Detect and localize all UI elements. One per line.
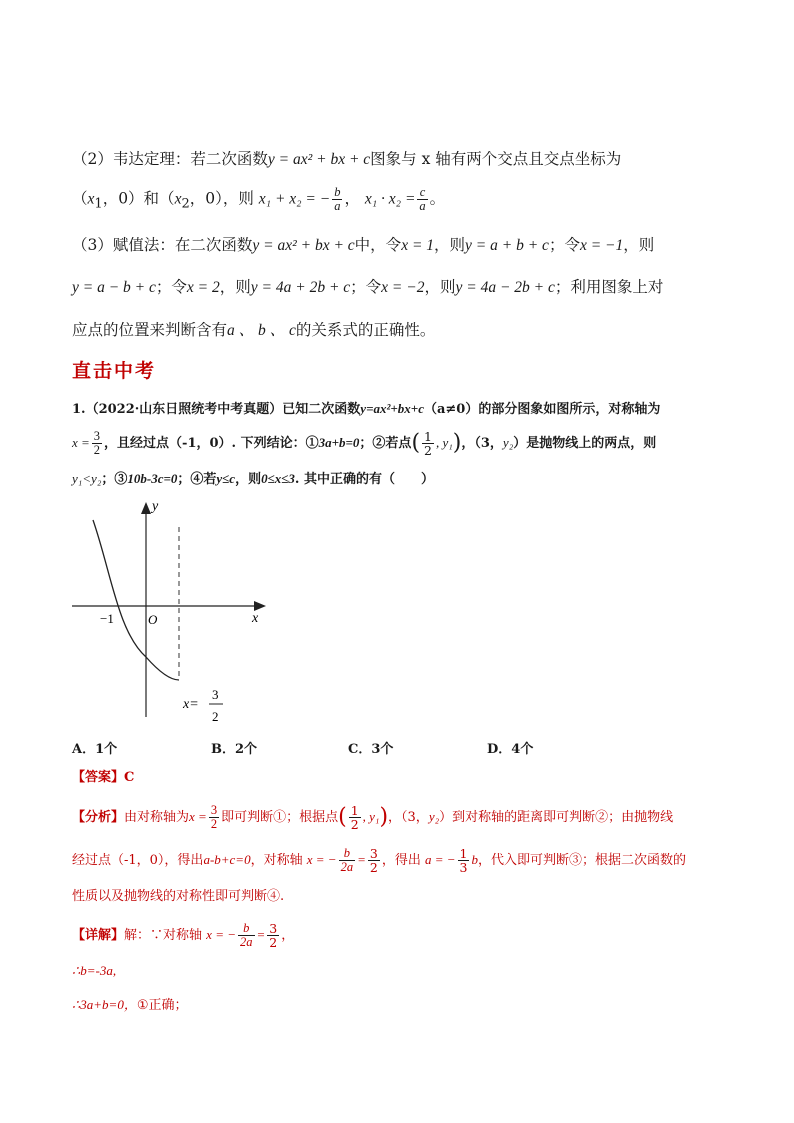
then-text: ，则	[434, 236, 466, 254]
detail-label: 【详解】	[72, 928, 125, 943]
question-cond: （a≠0）	[423, 402, 479, 417]
question-func: y=ax²+bx+c	[360, 401, 424, 416]
period: 。	[429, 189, 446, 208]
x-axis-label: x	[252, 611, 259, 626]
paren-open: （	[72, 189, 88, 208]
frac-den: 2	[369, 860, 378, 875]
answer-line	[72, 767, 722, 789]
x-eq-m1: x = −1	[579, 237, 624, 254]
analysis-text: ，代入即可判断③；根据二次函数的	[477, 853, 686, 868]
option-a: A．1个	[72, 742, 118, 757]
frac-b-over-2a: $\frac{b}{2a}$	[340, 846, 354, 874]
option-c: C．3个	[348, 742, 394, 757]
then-text: ，则	[424, 278, 456, 296]
quadratic-function: y = ax² + bx + c	[267, 151, 371, 168]
sum-lhs: x₁ + x₂ = −	[258, 190, 331, 208]
axis-caption-num: 3	[212, 687, 219, 702]
detail-line-1: 【详解】解：∵对称轴 x = − $\frac{b}{2a}$ = $\frac{3}{2}$ ，	[72, 921, 295, 950]
frac-num: 3	[369, 846, 378, 861]
axis-caption-den: 2	[212, 709, 219, 724]
let-text: ；令	[350, 278, 382, 296]
parabola-curve	[93, 520, 179, 680]
analysis-text: 由对称轴为	[124, 810, 190, 825]
frac-den: 2	[424, 443, 432, 458]
assign-line-2	[72, 275, 722, 300]
question-source: （2022·山东日照统考中考真题）已知二次函数	[85, 402, 361, 417]
conclusion-4: y≤c	[216, 471, 236, 486]
question-sep: ；④若	[177, 472, 217, 487]
let-text: 中，令	[354, 236, 402, 254]
frac-den: 2	[93, 443, 101, 457]
detail-text: 解：∵对称轴	[124, 928, 203, 943]
answer-value: C	[124, 770, 135, 785]
answer-label: 【答案】	[72, 770, 125, 785]
frac-b-over-2a: $\frac{b}{2a}$	[240, 921, 253, 949]
vieta-label: （2）韦达定理：若二次函数	[72, 150, 268, 168]
parabola-graph	[66, 492, 276, 732]
y-at-m2: y = 4a − 2b + c	[455, 279, 555, 296]
analysis-text: 经过点（-1，0），得出	[72, 853, 204, 868]
option-b: B．2个	[211, 742, 258, 757]
analysis-label: 【分析】	[72, 810, 125, 825]
x-axis-arrow	[254, 601, 266, 611]
then-text: ，0），则	[189, 189, 254, 208]
conclusion-4-range: 0≤x≤3	[261, 471, 295, 486]
analysis-line-1	[72, 804, 722, 831]
x-eq-2: x = 2	[186, 279, 220, 296]
sub-1: 1	[94, 196, 103, 212]
y-axis-label: y	[152, 499, 159, 514]
assign-line-3	[72, 318, 722, 343]
vieta-line-2: （$x_1$，0）和（$x_2$，0），则 x₁ + x₂ = − $\frac{b}{a}$ ， x₁ · x₂ = $\frac{c}{a}$ 。	[72, 185, 446, 213]
question-line-3	[72, 468, 722, 491]
frac-den: 2	[210, 817, 218, 831]
quadratic-function: y = ax² + bx + c	[252, 237, 355, 254]
and-text: ，0）和（	[102, 189, 175, 208]
y2-var: y₂	[428, 809, 440, 824]
then-text: ，则	[219, 278, 251, 296]
question-line-1	[72, 398, 722, 421]
frac-num: 1	[424, 429, 432, 444]
question-text3: ；②若点	[359, 436, 412, 451]
abc-vars: a 、 b 、 c	[227, 322, 296, 339]
y1-lt-y2: y₁<y₂	[72, 471, 102, 486]
y-axis-arrow	[141, 502, 151, 514]
analysis-text: ，（3，	[388, 810, 429, 825]
x-eq-m2: x = −2	[381, 279, 425, 296]
question-number: 1.	[72, 402, 86, 417]
question-text5: ）是抛物线上的两点，则	[513, 436, 657, 451]
frac-1-2	[349, 804, 361, 831]
frac-1-2	[422, 430, 434, 457]
x2-var: x	[174, 190, 182, 208]
axis-caption: x=	[183, 697, 199, 712]
question-text1: 的部分图象如图所示，对称轴为	[478, 402, 661, 417]
let-text: ；令	[155, 278, 187, 296]
question-then: ，则	[235, 472, 262, 487]
axis-lhs: x =	[72, 435, 90, 450]
frac-num: 3	[210, 803, 218, 817]
frac-num: 3	[269, 921, 278, 936]
assign-line3-end: 的关系式的正确性。	[295, 321, 436, 339]
question-end: . 其中正确的有（ ）	[294, 472, 434, 487]
prod-lhs: x₁ · x₂ =	[364, 190, 416, 208]
analysis-text: ，得出	[381, 853, 421, 868]
detail-correct: ①正确；	[136, 998, 188, 1013]
frac-num: 1	[350, 803, 359, 818]
axis-lhs: x =	[189, 809, 207, 824]
analysis-text: ）到对称轴的距离即可判断②；由抛物线	[439, 810, 674, 825]
assign-line3-text: 应点的位置来判断含有	[72, 321, 228, 339]
paren-right: )	[452, 430, 462, 456]
y-at-2: y = 4a + 2b + c	[250, 279, 351, 296]
frac-den: 2	[269, 935, 278, 950]
then-text: ，则	[623, 236, 655, 254]
y1-var: , y₁	[435, 435, 453, 450]
question-text4: ，（3，	[461, 436, 503, 451]
vieta-text: 图象与 x 轴有两个交点且交点坐标为	[370, 150, 622, 168]
frac-num: b	[334, 185, 341, 199]
question-line-2	[72, 430, 722, 457]
frac-3-2	[368, 847, 380, 874]
y-at-m1: y = a − b + c	[72, 279, 156, 296]
frac-3-2	[209, 804, 219, 831]
assign-line-1	[72, 233, 722, 258]
analysis-text: 即可判断①；根据点	[221, 810, 339, 825]
section-heading: 直击中考	[72, 360, 157, 382]
x1-var: x	[87, 190, 95, 208]
frac-1-3: $\frac{1}{3}$	[459, 846, 468, 875]
frac-b-over-a	[332, 186, 342, 213]
detail-line-2: ∴b=-3a,	[72, 963, 117, 978]
conclusion-3: 10b-3c=0	[127, 471, 178, 486]
analysis-line-2: 经过点（-1，0），得出a-b+c=0，对称轴 x = − $\frac{b}{2a}$ = $\frac{3}{2}$ ，得出 a = − $\frac{1}{3}$ b，代入即可判断③；根据二次函数的	[72, 846, 686, 875]
origin-label: O	[148, 612, 158, 627]
frac-den: a	[419, 199, 426, 213]
detail-line-3	[72, 994, 722, 1017]
vieta-line-1	[72, 147, 722, 172]
x-eq-1: x = 1	[401, 237, 435, 254]
y2-var: y₂	[502, 435, 514, 450]
option-d: D．4个	[487, 742, 534, 757]
let-text: ；令	[548, 236, 580, 254]
conclusion-1: 3a+b=0	[318, 435, 360, 450]
assign-tail: ；利用图象上对	[554, 278, 664, 296]
question-text2: ，且经过点（-1，0）. 下列结论：①	[104, 436, 319, 451]
frac-num: 3	[93, 429, 101, 443]
paren-right: )	[379, 804, 389, 830]
frac-num: c	[417, 186, 427, 200]
frac-den: a	[334, 199, 341, 213]
analysis-text: 性质以及抛物线的对称性即可判断④.	[72, 889, 285, 904]
detail-eq: ∴3a+b=0，	[72, 997, 137, 1012]
sub-2: 2	[181, 196, 190, 212]
frac-c-over-a	[417, 186, 427, 213]
paren-left: (	[411, 430, 421, 456]
frac-den: 2	[350, 817, 359, 832]
y-at-1: y = a + b + c	[465, 237, 549, 254]
question-sep: ；③	[101, 472, 128, 487]
frac-3-2	[92, 430, 102, 457]
assign-label: （3）赋值法：在二次函数	[72, 236, 253, 254]
y1-var: , y₁	[362, 809, 380, 824]
minus-one-label: −1	[100, 611, 114, 626]
paren-left: (	[338, 804, 347, 830]
passes-point-eq: a-b+c=0	[203, 852, 251, 867]
frac-3-2	[267, 922, 279, 949]
analysis-line-3	[72, 886, 722, 908]
analysis-text: ，对称轴	[250, 853, 303, 868]
